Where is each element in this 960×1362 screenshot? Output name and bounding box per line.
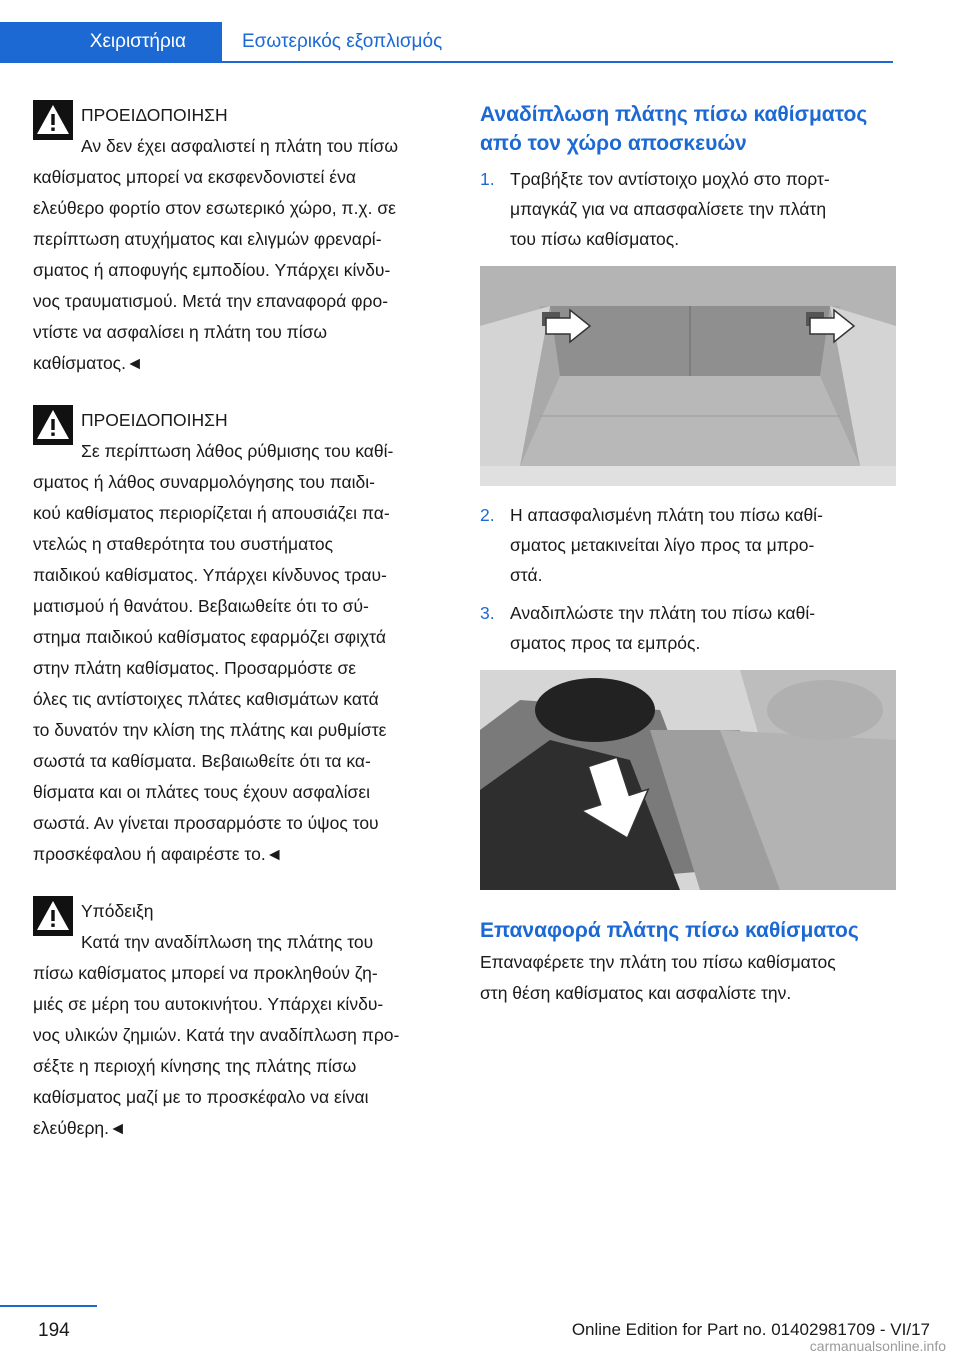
section-heading-fold: Αναδίπλωση πλάτης πίσω καθίσματος από τον χώρο αποσκευών bbox=[480, 103, 868, 155]
warning-block-1 bbox=[33, 100, 448, 379]
tab-controls-label: Χειριστήρια bbox=[89, 31, 186, 52]
steps-list-1 bbox=[480, 164, 896, 254]
step-item: 3. Αναδιπλώστε την πλάτη του πίσω καθί‐ σματος προς τα εμπρός. bbox=[480, 603, 816, 653]
rear-seat-fold-image bbox=[480, 670, 896, 890]
header-divider bbox=[0, 61, 893, 63]
notice-text: Κατά την αναδίπλωση της πλάτης του πίσω καθίσματος μπορεί να προκληθούν ζη‐ μιές σε μέρη του αυτοκινήτου. Υπάρχει κίνδυ‐ νος υλικών ζημιών. Κατά την αναδίπλωση προ‐ σέξτε η περιοχή κίνησης της πλάτης πίσω καθίσματος μαζί με το προσκέφαλο να είναι ελεύθερη.◄ bbox=[33, 932, 400, 1138]
tab-interior-label: Εσωτερικός εξοπλισμός bbox=[242, 31, 443, 52]
warning-block-2 bbox=[33, 405, 448, 870]
trunk-release-lever-image bbox=[480, 266, 896, 486]
section-heading-restore: Επαναφορά πλάτης πίσω καθίσματος bbox=[480, 919, 859, 942]
notice-title: Υπόδειξη bbox=[81, 901, 154, 921]
warning-title: ΠΡΟΕΙΔΟΠΟΙΗΣΗ bbox=[81, 410, 228, 430]
right-column bbox=[480, 100, 896, 1009]
tab-controls[interactable] bbox=[0, 22, 222, 62]
page-number: 194 bbox=[38, 1320, 70, 1341]
edition-note: Online Edition for Part no. 01402981709 - VI/17 bbox=[571, 1320, 930, 1339]
steps-list-2 bbox=[480, 500, 896, 658]
notice-block bbox=[33, 896, 448, 1144]
warning-triangle-icon bbox=[33, 100, 73, 140]
step-item: 2. Η απασφαλισμένη πλάτη του πίσω καθί‐ σματος μετακινείται λίγο προς τα μπρο‐ στά. bbox=[480, 505, 823, 585]
warning-title: ΠΡΟΕΙΔΟΠΟΙΗΣΗ bbox=[81, 105, 228, 125]
watermark: carmanualsonline.info bbox=[809, 1338, 946, 1354]
page-header bbox=[0, 0, 960, 62]
restore-paragraph: Επαναφέρετε την πλάτη του πίσω καθίσματος στη θέση καθίσματος και ασφαλίστε την. bbox=[480, 952, 836, 1003]
warning-triangle-icon bbox=[33, 405, 73, 445]
tab-interior-equipment[interactable] bbox=[222, 22, 442, 62]
step-item: 1. Τραβήξτε τον αντίστοιχο μοχλό στο πορτ‐ μπαγκάζ για να απασφαλίσετε την πλάτη του πίσω καθίσματος. bbox=[480, 169, 830, 249]
left-column bbox=[33, 100, 448, 1170]
footer-divider bbox=[0, 1305, 97, 1307]
warning-triangle-icon bbox=[33, 896, 73, 936]
warning-text: Αν δεν έχει ασφαλιστεί η πλάτη του πίσω καθίσματος μπορεί να εκσφενδονιστεί ένα ελεύθερο φορτίο στον εσωτερικό χώρο, π.χ. σε περίπτωση ατυχήματος και ελιγμών φρεναρί‐ σματος ή αποφυγής εμποδίου. Υπάρχει κίνδυ‐ νος τραυματισμού. Μετά την επαναφορά φρο‐ ντίστε να ασφαλίσει η πλάτη του πίσω καθίσματος.◄ bbox=[33, 136, 398, 373]
warning-text: Σε περίπτωση λάθος ρύθμισης του καθί‐ σματος ή λάθος συναρμολόγησης του παιδι‐ κού καθίσματος περιορίζεται ή απουσιάζει πα‐ ντελώς η σταθερότητα του συστήματος παιδικού καθίσματος. Υπάρχει κίνδυνος τραυ‐ ματισμού ή θανάτου. Βεβαιωθείτε ότι το σύ‐ στημα παιδικού καθίσματος εφαρμόζει σφιχτά στην πλάτη καθίσματος. Προσαρμόστε σε όλες τις αντίστοιχες πλάτες καθισμάτων κατά το δυνατόν την κλίση της πλάτης και ρυθμίστε σωστά τα καθίσματα. Βεβαιωθείτε ότι τα κα‐ θίσματα και οι πλάτες τους έχουν ασφαλίσει σωστά. Αν γίνεται προσαρμόστε το ύψος του προσκέφαλου ή αφαιρέστε το.◄ bbox=[33, 441, 394, 864]
